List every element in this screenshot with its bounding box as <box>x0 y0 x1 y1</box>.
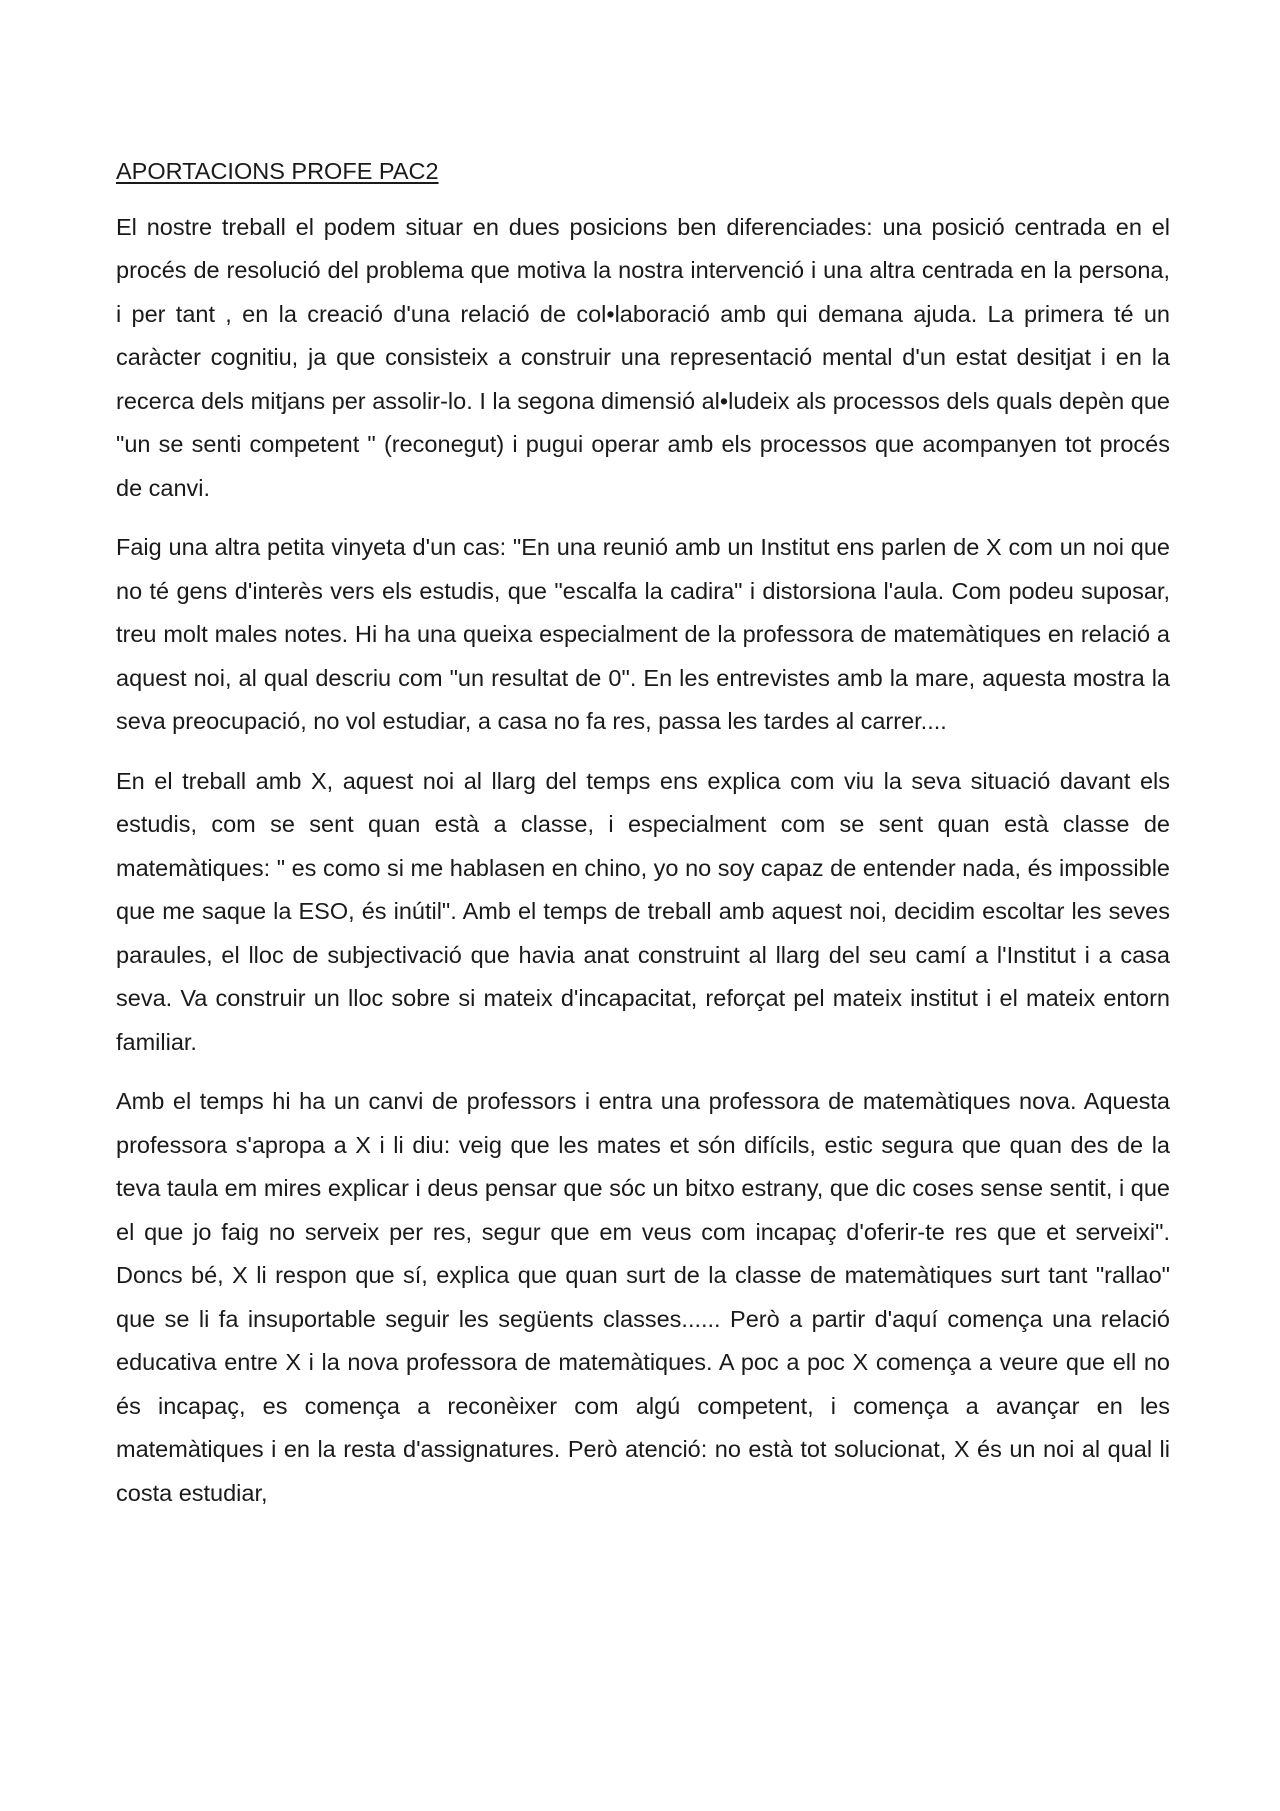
document-page <box>116 150 1170 1531</box>
document-title: APORTACIONS PROFE PAC2 <box>116 158 439 184</box>
paragraph-3: En el treball amb X, aquest noi al llarg del temps ens explica com viu la seva situació davant els estudis, com se sent quan està a classe, i especialment com se sent quan està classe de matemàtiques: " es como si me hablasen en chino, yo no soy capaz de entender nada, és impossible que me saque la ESO, és inútil". Amb el temps de treball amb aquest noi, decidim escoltar les seves paraules, el lloc de subjectivació que havia anat construint al llarg del seu camí a l'Institut i a casa seva. Va construir un lloc sobre si mateix d'incapacitat, reforçat pel mateix institut i el mateix entorn familiar. <box>116 767 1170 1055</box>
paragraph-4: Amb el temps hi ha un canvi de professors i entra una professora de matemàtiques nova. Aquesta professora s'apropa a X i li diu: veig que les mates et són difícils, estic segura que quan des de la teva taula em mires explicar i deus pensar que sóc un bitxo estrany, que dic coses sense sentit, i que el que jo faig no serveix per res, segur que em veus com incapaç d'oferir-te res que et serveixi". Doncs bé, X li respon que sí, explica que quan surt de la classe de matemàtiques surt tant "rallao" que se li fa insuportable seguir les següents classes...... Però a partir d'aquí comença una relació educativa entre X i la nova professora de matemàtiques. A poc a poc X comença a veure que ell no és incapaç, es comença a reconèixer com algú competent, i comença a avançar en les matemàtiques i en la resta d'assignatures. Però atenció: no està tot solucionat, X és un noi al qual li costa estudiar, <box>116 1088 1170 1506</box>
paragraph-2: Faig una altra petita vinyeta d'un cas: "En una reunió amb un Institut ens parlen de X com un noi que no té gens d'interès vers els estudis, que "escalfa la cadira" i distorsiona l'aula. Com podeu suposar, treu molt males notes. Hi ha una queixa especialment de la professora de matemàtiques en relació a aquest noi, al qual descriu com "un resultat de 0". En les entrevistes amb la mare, aquesta mostra la seva preocupació, no vol estudiar, a casa no fa res, passa les tardes al carrer.... <box>116 534 1170 734</box>
paragraph-1: El nostre treball el podem situar en dues posicions ben diferenciades: una posició centrada en el procés de resolució del problema que motiva la nostra intervenció i una altra centrada en la persona, i per tant , en la creació d'una relació de col•laboració amb qui demana ajuda. La primera té un caràcter cognitiu, ja que consisteix a construir una representació mental d'un estat desitjat i en la recerca dels mitjans per assolir-lo. I la segona dimensió al•ludeix als processos dels quals depèn que "un se senti competent " (reconegut) i pugui operar amb els processos que acompanyen tot procés de canvi. <box>116 213 1170 501</box>
